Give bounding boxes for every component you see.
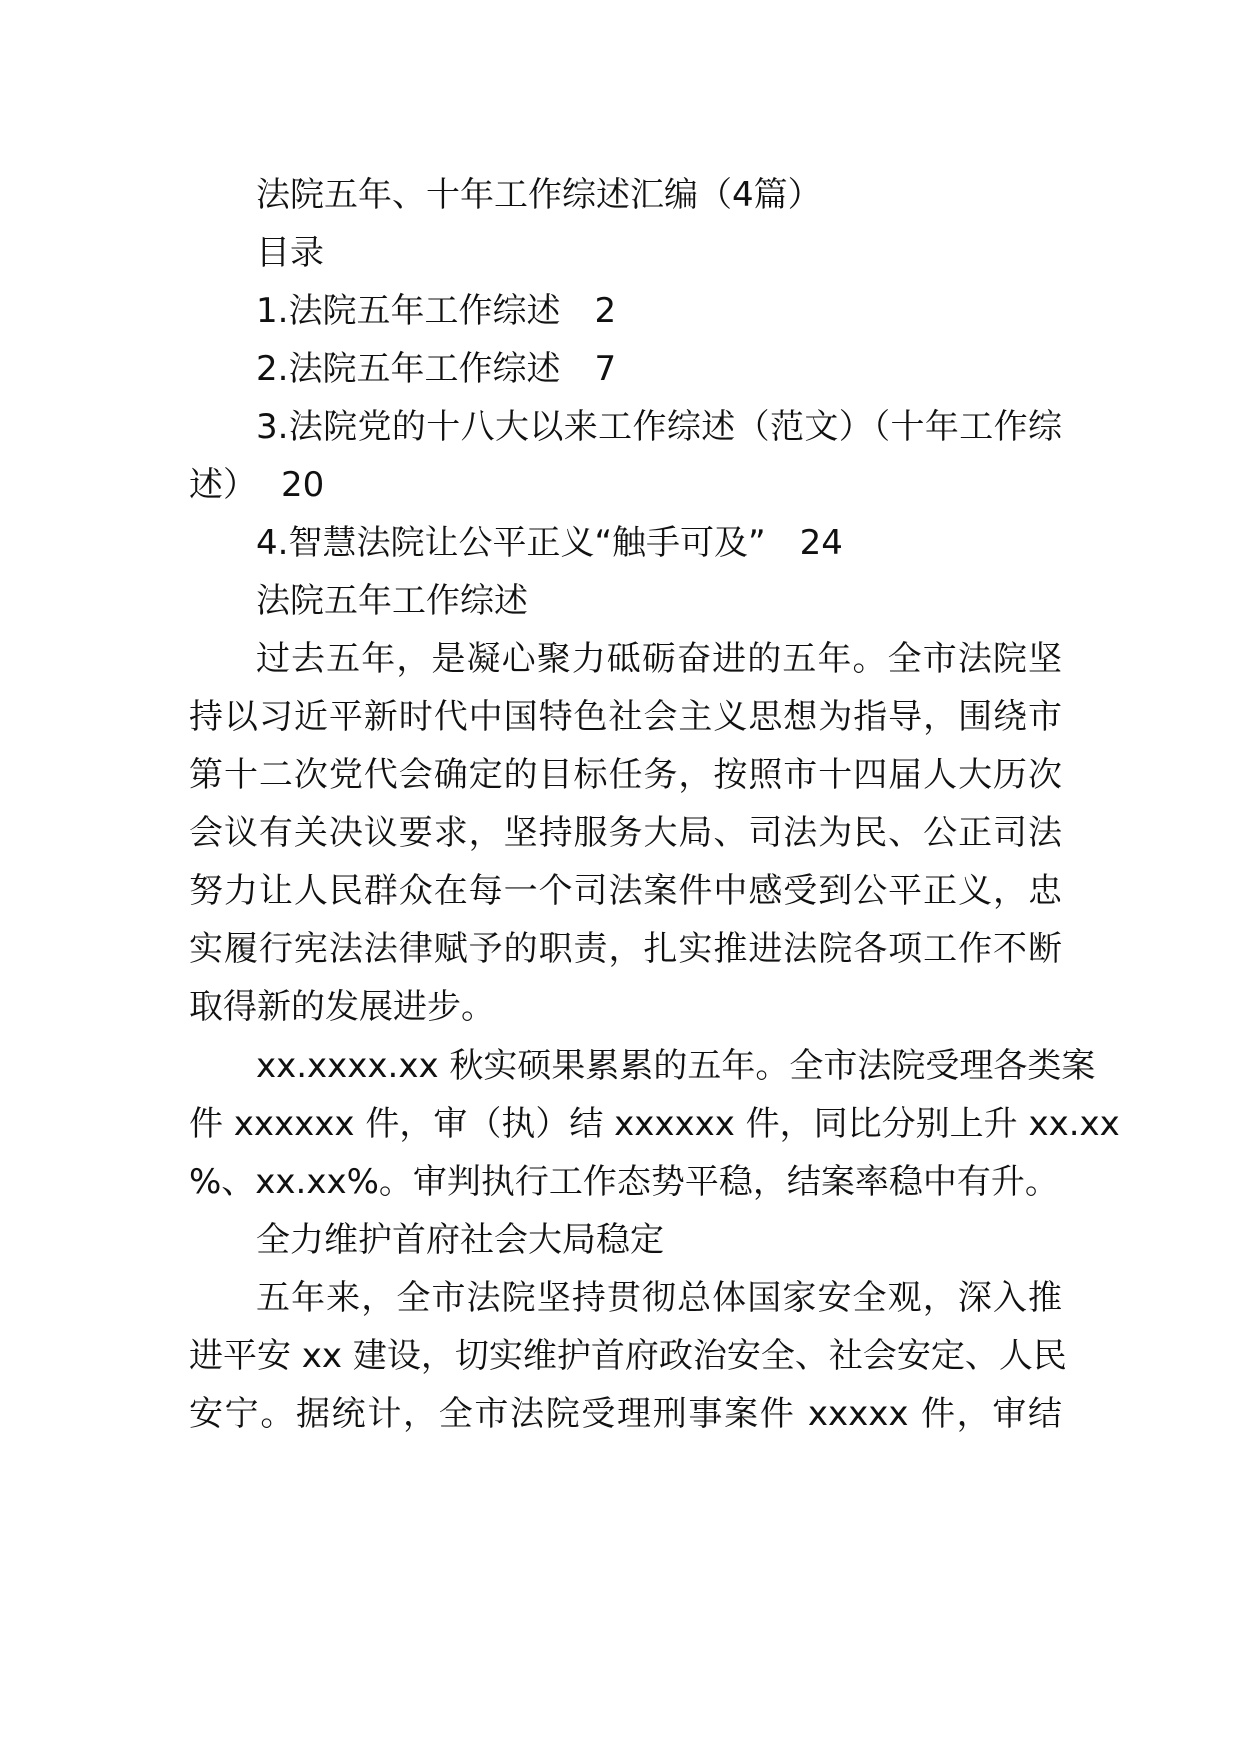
toc-page-number: 2 [594, 291, 617, 331]
toc-heading: 目录 [256, 233, 324, 273]
paragraph-line: 进平安 xx 建设，切实维护首府政治安全、社会安定、人民 [189, 1336, 1067, 1376]
paragraph-line: 件 xxxxxx 件，审（执）结 xxxxxx 件，同比分别上升 xx.xx [189, 1104, 1120, 1144]
toc-entry-label: 1.法院五年工作综述 [256, 291, 561, 331]
document-title: 法院五年、十年工作综述汇编（4篇） [256, 175, 822, 215]
paragraph-line: 努力让人民群众在每一个司法案件中感受到公平正义，忠 [189, 871, 1062, 911]
paragraph-line: 持以习近平新时代中国特色社会主义思想为指导，围绕市 [189, 697, 1062, 737]
toc-entry-1[interactable] [256, 291, 616, 331]
toc-entry-label: 4.智慧法院让公平正义“触手可及” [256, 523, 766, 563]
toc-entry-3[interactable]: 3.法院党的十八大以来工作综述（范文）（十年工作综 [256, 407, 1062, 447]
toc-entry-label: 2.法院五年工作综述 [256, 349, 561, 389]
toc-page-number: 20 [281, 465, 325, 505]
paragraph-line: 五年来，全市法院坚持贯彻总体国家安全观，深入推 [256, 1278, 1062, 1318]
toc-entry-4[interactable] [256, 523, 843, 563]
section-title: 法院五年工作综述 [256, 581, 528, 621]
paragraph-line: 过去五年，是凝心聚力砥砺奋进的五年。全市法院坚 [256, 639, 1062, 679]
paragraph-line: 安宁。据统计，全市法院受理刑事案件 xxxxx 件，审结 [189, 1394, 1062, 1434]
paragraph-line: %、xx.xx%。审判执行工作态势平稳，结案率稳中有升。 [189, 1162, 1059, 1202]
toc-page-number: 7 [594, 349, 617, 389]
paragraph-line: 第十二次党代会确定的目标任务，按照市十四届人大历次 [189, 755, 1062, 795]
paragraph-line: 会议有关决议要求，坚持服务大局、司法为民、公正司法 [189, 813, 1062, 853]
paragraph-line: 实履行宪法法律赋予的职责，扎实推进法院各项工作不断 [189, 929, 1062, 969]
paragraph-line: 取得新的发展进步。 [189, 987, 495, 1027]
toc-entry-3-continued[interactable] [189, 465, 324, 505]
toc-entry-label: 述） [189, 465, 257, 505]
subheading: 全力维护首府社会大局稳定 [256, 1220, 664, 1260]
toc-page-number: 24 [799, 523, 843, 563]
paragraph-line: xx.xxxx.xx 秋实硕果累累的五年。全市法院受理各类案 [256, 1046, 1096, 1086]
toc-entry-2[interactable] [256, 349, 616, 389]
